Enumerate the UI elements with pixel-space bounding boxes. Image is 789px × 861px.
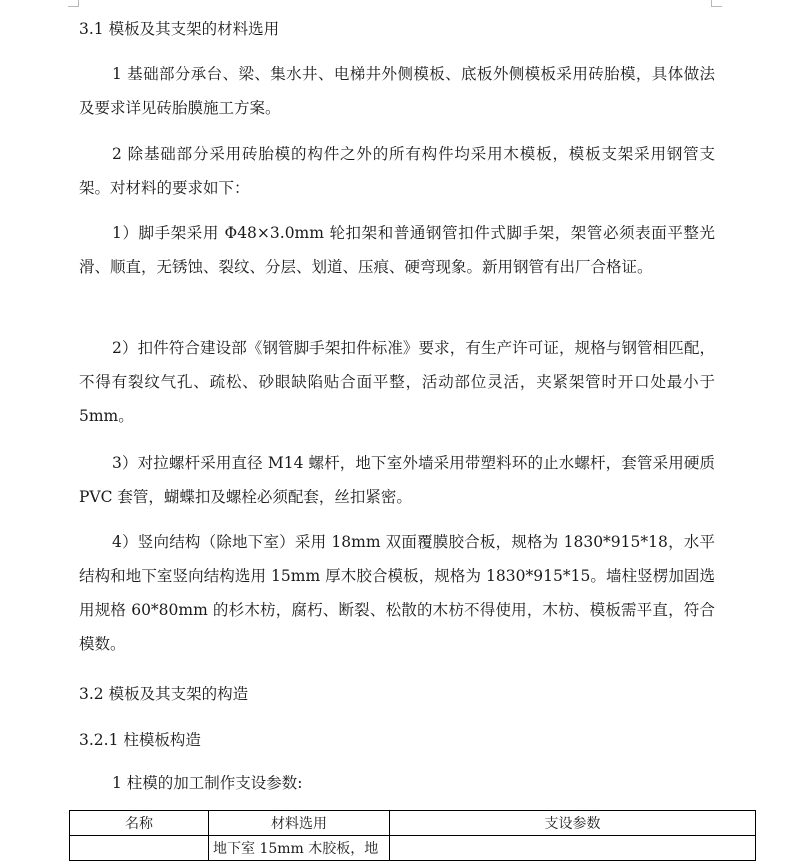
table-header-params: 支设参数 (390, 811, 756, 836)
table-cell-params (390, 836, 756, 861)
paragraph-wood-formwork: 2 除基础部分采用砖胎模的构件之外的所有构件均采用木模板，模板支架采用钢管支架。对材料的要求如下： (79, 145, 715, 197)
table-cell-name (70, 836, 209, 861)
paragraph-column-params: 1 柱模的加工制作支设参数: (112, 774, 303, 792)
table-header-material: 材料选用 (209, 811, 390, 836)
section-heading-3-2: 3.2 模板及其支架的构造 (79, 685, 249, 703)
table-header-name: 名称 (70, 811, 209, 836)
page-corner-mark-left (68, 0, 79, 7)
paragraph-brick-mold: 1 基础部分承台、梁、集水井、电梯井外侧模板、底板外侧模板采用砖胎模，具体做法及要求详见砖胎膜施工方案。 (79, 65, 715, 117)
section-heading-3-2-1: 3.2.1 柱模板构造 (79, 731, 201, 749)
table-header-row (70, 811, 756, 836)
table-cell-material-text: 地下室 15mm 木胶板，地 (213, 841, 379, 857)
paragraph-fasteners: 2）扣件符合建设部《钢管脚手架扣件标准》要求，有生产许可证，规格与钢管相匹配，不得有裂纹气孔、疏松、砂眼缺陷贴合面平整，活动部位灵活，夹紧架管时开口处最小于 5mm。 (79, 339, 715, 425)
table-row (70, 836, 756, 861)
column-formwork-table (69, 810, 756, 861)
paragraph-plywood: 4）竖向结构（除地下室）采用 18mm 双面覆膜胶合板，规格为 1830*915*18，水平结构和地下室竖向结构选用 15mm 厚木胶合模板，规格为 1830*915*15。墙柱竖楞加固选用规格 60*80mm 的杉木枋，腐朽、断裂、松散的木枋不得使用，木枋、模板需平直，符合模数。 (79, 533, 715, 653)
page-corner-mark-right (711, 0, 722, 7)
section-heading-3-1: 3.1 模板及其支架的材料选用 (79, 20, 280, 38)
paragraph-scaffold-tube: 1）脚手架采用 Φ48×3.0mm 轮扣架和普通钢管扣件式脚手架，架管必须表面平整光滑、顺直，无锈蚀、裂纹、分层、划道、压痕、硬弯现象。新用钢管有出厂合格证。 (79, 224, 715, 276)
table-cell-material (209, 836, 390, 861)
paragraph-tie-bolts: 3）对拉螺杆采用直径 M14 螺杆，地下室外墙采用带塑料环的止水螺杆，套管采用硬质 PVC 套管，蝴蝶扣及螺栓必须配套，丝扣紧密。 (79, 454, 715, 506)
